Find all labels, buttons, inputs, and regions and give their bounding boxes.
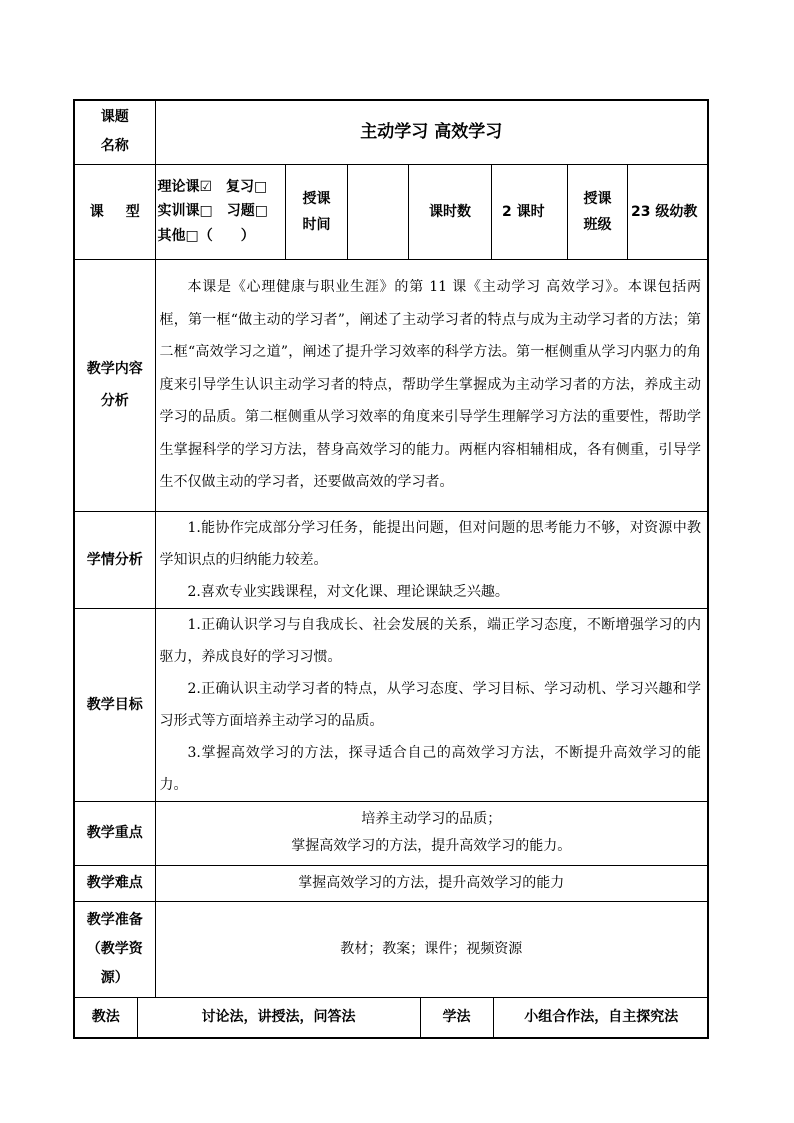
key-points-cell (155, 801, 708, 865)
objective-item-1: 1.正确认识学习与自我成长、社会发展的关系，端正学习态度，不断增强学习的内驱力，养成良好的学习习惯。 (159, 616, 701, 665)
content-analysis-text: 本课是《心理健康与职业生涯》的第 11 课《主动学习 高效学习》。本课包括两框，第一框“做主动的学习者”，阐述了主动学习者的特点与成为主动学习者的方法；第二框“高效学习之道”，阐述了提升学习效率的科学方法。第一框侧重从学习内驱力的角度来引导学生认识主动学习者的特点，帮助学生掌握成为主动学习者的方法，养成主动学习的品质。第二框侧重从学习效率的角度来引导学生理解学习方法的重要性，帮助学生掌握科学的学习方法，替身高效学习的能力。两框内容相辅相成，各有侧重，引导学生不仅做主动的学习者，还要做高效的学习者。 (159, 279, 701, 491)
lesson-type-label-part1: 课 (89, 203, 104, 220)
learning-method-label: 学法 (420, 998, 493, 1037)
preparation-text: 教材；教案；课件；视频资源 (155, 901, 708, 997)
class-label: 授课 班级 (568, 165, 628, 259)
key-point-2: 掌握高效学习的方法，提升高效学习的能力。 (291, 838, 572, 854)
lesson-type-detail (155, 164, 708, 259)
lesson-type-label-part2: 型 (125, 203, 140, 220)
objectives-cell (155, 608, 708, 801)
lesson-plan-table (73, 99, 709, 1039)
difficulties-row (74, 865, 708, 901)
student-analysis-item-1: 1.能协作完成部分学习任务，能提出问题，但对问题的思考能力不够，对资源中教学知识点的归纳能力较差。 (159, 519, 701, 568)
content-analysis-cell (155, 259, 708, 511)
lesson-type-row (74, 164, 708, 259)
lesson-type-option-2: 实训课□ 习题□ (157, 203, 268, 220)
objectives-label: 教学目标 (74, 608, 155, 801)
preparation-row (74, 901, 708, 997)
class-value: 23 级幼教 (628, 165, 709, 259)
difficulties-label: 教学难点 (74, 865, 155, 901)
topic-title: 主动学习 高效学习 (155, 100, 708, 164)
preparation-label: 教学准备 （教学资 源） (74, 901, 155, 997)
content-analysis-row (74, 259, 708, 511)
lesson-plan-sheet (73, 99, 707, 1039)
key-points-row (74, 801, 708, 865)
methods-row (74, 997, 708, 1038)
topic-row (74, 100, 708, 164)
key-point-1: 培养主动学习的品质； (361, 811, 502, 827)
methods-inner-table (75, 998, 709, 1037)
learning-method-text: 小组合作法，自主探究法 (493, 998, 709, 1037)
hours-label: 课时数 (409, 165, 492, 259)
difficulty-text: 掌握高效学习的方法，提升高效学习的能力 (155, 865, 708, 901)
key-points-label: 教学重点 (74, 801, 155, 865)
method-label: 教法 (75, 998, 137, 1037)
method-text: 讨论法，讲授法，问答法 (137, 998, 420, 1037)
student-analysis-cell (155, 511, 708, 608)
lesson-type-option-3: 其他□（ ） (157, 227, 255, 244)
objective-item-3: 3.掌握高效学习的方法，探寻适合自己的高效学习方法，不断提升高效学习的能力。 (159, 744, 701, 793)
objective-item-2: 2.正确认识主动学习者的特点，从学习态度、学习目标、学习动机、学习兴趣和学习形式等方面培养主动学习的品质。 (159, 680, 701, 729)
hours-value: 2 课时 (492, 165, 568, 259)
student-analysis-label: 学情分析 (74, 511, 155, 608)
lesson-type-label (74, 164, 155, 259)
teach-time-value (348, 165, 409, 259)
lesson-type-option-1: 理论课☑ 复习□ (157, 178, 268, 195)
student-analysis-item-2: 2.喜欢专业实践课程，对文化课、理论课缺乏兴趣。 (187, 583, 509, 600)
student-analysis-row (74, 511, 708, 608)
topic-name-label: 课题 名称 (74, 100, 155, 164)
methods-cell (74, 997, 708, 1038)
objectives-row (74, 608, 708, 801)
lesson-type-inner-table (156, 165, 709, 259)
teach-time-label: 授课 时间 (286, 165, 348, 259)
lesson-type-options (156, 165, 286, 259)
content-analysis-label: 教学内容 分析 (74, 259, 155, 511)
